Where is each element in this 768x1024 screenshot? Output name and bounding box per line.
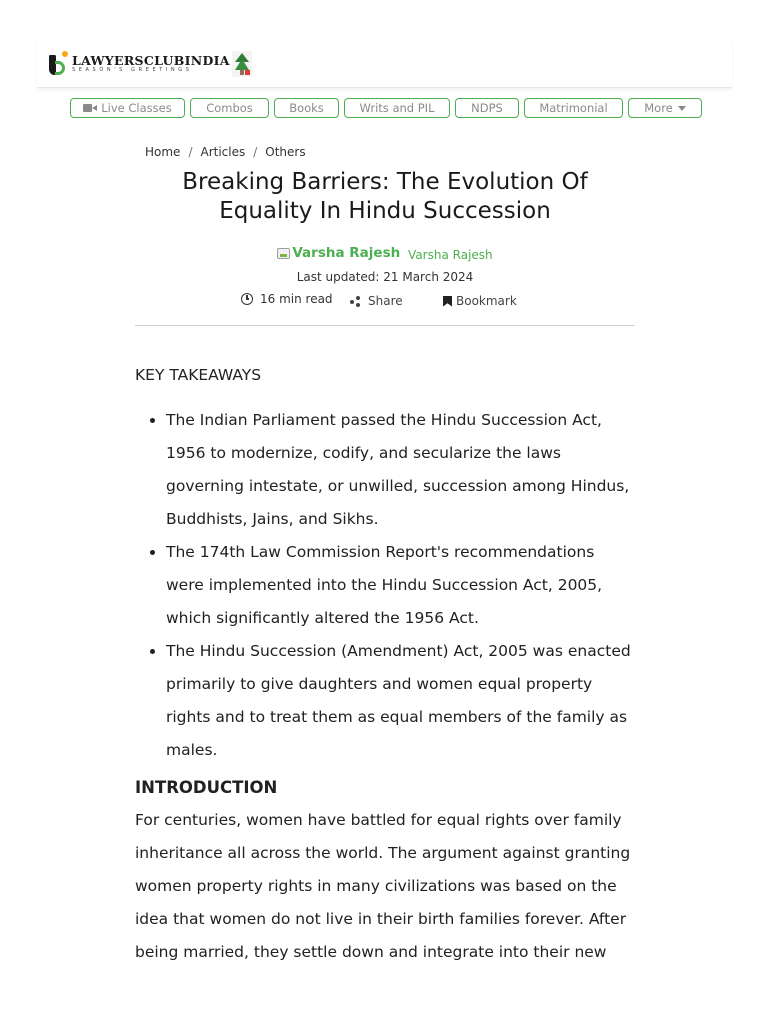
nav-live-classes[interactable] [70, 98, 185, 118]
key-takeaways-list [135, 404, 635, 767]
logo-mark-icon [49, 51, 69, 77]
breadcrumb-home[interactable]: Home [145, 145, 181, 159]
christmas-tree-icon [232, 51, 252, 77]
clock-icon [241, 293, 253, 305]
caret-down-icon [678, 106, 686, 111]
nav-label: More [644, 101, 673, 115]
article-title: Breaking Barriers: The Evolution Of Equality In Hindu Succession [182, 169, 588, 224]
breadcrumb-others[interactable]: Others [265, 145, 306, 159]
nav-label: Live Classes [101, 101, 172, 115]
author-line [135, 245, 635, 262]
introduction-paragraph: For centuries, women have battled for equal rights over family inheritance all across the world. The argument against granting women property rights in many civilizations was based on the idea that women do not live in their birth families forever. After being married, they settle down and integrate into their new [135, 811, 631, 961]
article-meta [135, 292, 635, 310]
author-avatar-alt: Varsha Rajesh [292, 245, 401, 261]
nav-books[interactable] [274, 98, 339, 118]
nav-label: NDPS [471, 101, 503, 115]
nav-label: Writs and PIL [359, 101, 435, 115]
breadcrumb-separator: / [253, 145, 258, 159]
author-link[interactable]: Varsha Rajesh [408, 247, 493, 262]
top-nav [70, 98, 702, 118]
read-time-label: 16 min read [260, 292, 333, 306]
site-logo[interactable] [49, 49, 252, 79]
breadcrumb-articles[interactable]: Articles [200, 145, 246, 159]
list-item: • The Hindu Succession (Amendment) Act, 2005 was enacted primarily to give daughters and women equal property rights and to treat them as equal members of the family as males. [166, 635, 635, 767]
bookmark-icon [443, 296, 452, 307]
nav-writs-and-pil[interactable] [344, 98, 450, 118]
nav-label: Combos [206, 101, 253, 115]
nav-label: Books [289, 101, 324, 115]
share-button[interactable] [350, 294, 403, 308]
bookmark-label: Bookmark [456, 294, 517, 308]
logo-name: LAWYERSCLUBINDIA [72, 52, 230, 68]
author-avatar[interactable] [277, 245, 400, 261]
list-item: • The 174th Law Commission Report's recommendations were implemented into the Hindu Succession Act, 2005, which significantly altered the 1956 Act. [166, 536, 635, 635]
article-body [135, 366, 635, 969]
share-icon [350, 296, 361, 307]
video-camera-icon [83, 104, 97, 112]
logo-tagline: SEASON'S GREETINGS [72, 67, 193, 74]
share-label: Share [368, 294, 403, 308]
breadcrumb [145, 145, 306, 159]
nav-ndps[interactable] [455, 98, 519, 118]
nav-more[interactable] [628, 98, 702, 118]
divider [135, 325, 635, 326]
nav-combos[interactable] [190, 98, 269, 118]
bookmark-button[interactable] [443, 294, 517, 308]
last-updated: Last updated: 21 March 2024 [296, 270, 474, 284]
breadcrumb-separator: / [188, 145, 193, 159]
key-takeaways-heading: KEY TAKEAWAYS [135, 366, 262, 384]
read-time [241, 292, 333, 306]
nav-matrimonial[interactable] [524, 98, 623, 118]
list-item: • The Indian Parliament passed the Hindu Succession Act, 1956 to modernize, codify, and secularize the laws governing intestate, or unwilled, succession among Hindus, Buddhists, Jains, and Sikhs. [166, 404, 635, 536]
nav-label: Matrimonial [539, 101, 608, 115]
broken-image-icon [277, 248, 290, 259]
introduction-heading: INTRODUCTION [135, 778, 278, 797]
site-header [37, 40, 732, 88]
